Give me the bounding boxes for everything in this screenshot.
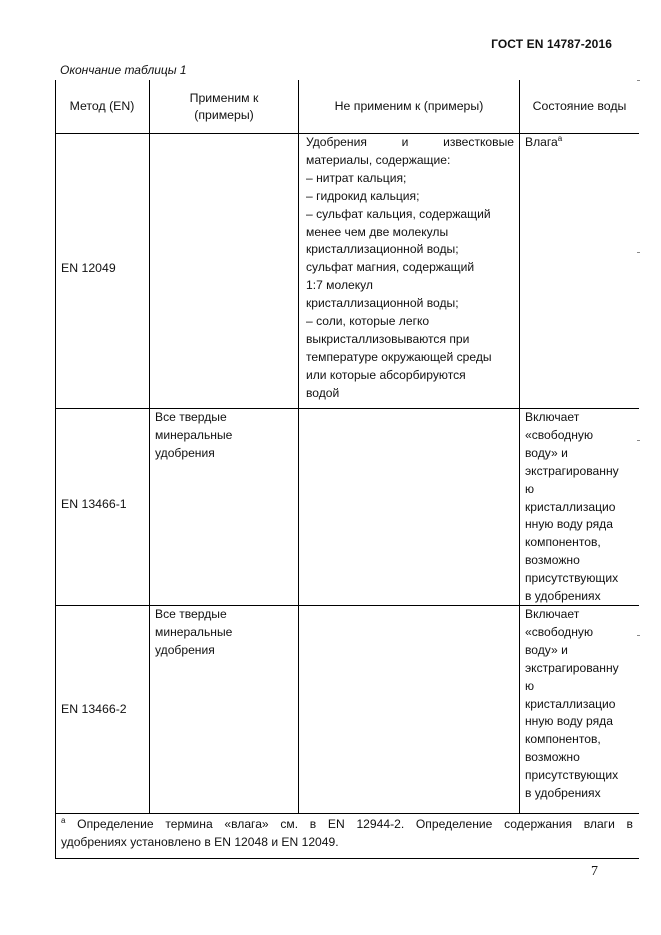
row-method: EN 12049 — [61, 261, 116, 275]
text-line: менее чем две молекулы — [306, 224, 449, 239]
text-line: нную воду ряда — [525, 517, 613, 532]
text-line: «свободную — [525, 427, 594, 442]
text-line: «свободную — [525, 624, 594, 639]
header-water-state: Состояние воды — [532, 99, 627, 113]
text-line: 1:7 молекул — [306, 278, 373, 293]
text-line: ю — [525, 481, 535, 496]
text-line: Удобрения и известковые — [306, 135, 514, 149]
text-line: компонентов, — [525, 535, 601, 550]
table-border-left — [55, 80, 56, 858]
text-line: кристаллизационной воды; — [306, 296, 459, 311]
text-line: кристаллизацио — [525, 696, 616, 711]
row-water-state: Влага$^а$ — [525, 133, 563, 149]
column-divider — [519, 80, 520, 813]
text-line: кристаллизацио — [525, 499, 616, 514]
standard-id: ГОСТ EN 14787-2016 — [491, 37, 612, 51]
text-line: возможно — [525, 750, 580, 765]
text-line: материалы, содержащие: — [306, 152, 451, 167]
text-line: кристаллизационной воды; — [306, 242, 459, 257]
row-water-state — [525, 409, 619, 606]
row-not-applicable — [306, 134, 514, 403]
text-line: удобрения — [155, 642, 215, 657]
text-line: Включает — [525, 607, 580, 621]
text-line: присутствующих — [525, 768, 619, 783]
text-line: воду» и — [525, 642, 568, 657]
row-method: EN 13466-1 — [61, 497, 127, 511]
row-applicable — [155, 606, 232, 660]
table-footnote: $^а$ Определение термина «влага» см. в EN 12944-2. Определение содержания влаги в удобрениях установлено в EN 12048 и EN 12049. — [61, 815, 633, 849]
text-line: возможно — [525, 553, 580, 568]
text-line: – соли, которые легко — [306, 314, 430, 329]
text-line: присутствующих — [525, 571, 619, 586]
footnote-mark: а — [61, 815, 66, 825]
text-line: температуре окружающей среды — [306, 349, 492, 364]
page-number: 7 — [591, 864, 598, 879]
text-line: минеральные — [155, 624, 233, 639]
text-line: экстрагированну — [525, 463, 619, 478]
column-divider — [149, 80, 150, 813]
text-line: Все твердые — [155, 410, 227, 424]
text-lines — [306, 152, 514, 403]
header-not-applicable: Не применим к (примеры) — [334, 99, 484, 113]
text-line: – нитрат кальция; — [306, 170, 407, 185]
text-line: в удобрениях — [525, 786, 601, 801]
text-line: – сульфат кальция, содержащий — [306, 206, 491, 221]
text-line: воду» и — [525, 445, 568, 460]
text-line: водой — [306, 385, 340, 400]
table-border-bottom — [55, 858, 639, 859]
data-table — [55, 80, 639, 858]
text-line: сульфат магния, содержащий — [306, 260, 475, 275]
text-line: – гидрокид кальция; — [306, 188, 420, 203]
table-caption: Окончание таблицы 1 — [60, 63, 187, 77]
footnote-divider — [55, 813, 639, 814]
text-line: Все твердые — [155, 607, 227, 621]
text-line: экстрагированну — [525, 660, 619, 675]
text-line: выкристаллизовываются при — [306, 331, 470, 346]
row-method: EN 13466-2 — [61, 702, 127, 716]
row-applicable — [155, 409, 232, 463]
row-water-state — [525, 606, 619, 803]
text-line: Включает — [525, 410, 580, 424]
header-applicable: Применим к (примеры) — [189, 90, 259, 122]
text-line: или которые абсорбируются — [306, 367, 466, 382]
column-divider — [298, 80, 299, 813]
text-line: нную воду ряда — [525, 714, 613, 729]
text-line: в удобрениях — [525, 589, 601, 604]
text-line: компонентов, — [525, 732, 601, 747]
header-method: Метод (EN) — [69, 99, 135, 113]
text-line: минеральные — [155, 427, 233, 442]
text-line: ю — [525, 678, 535, 693]
text-line: удобрения — [155, 445, 215, 460]
